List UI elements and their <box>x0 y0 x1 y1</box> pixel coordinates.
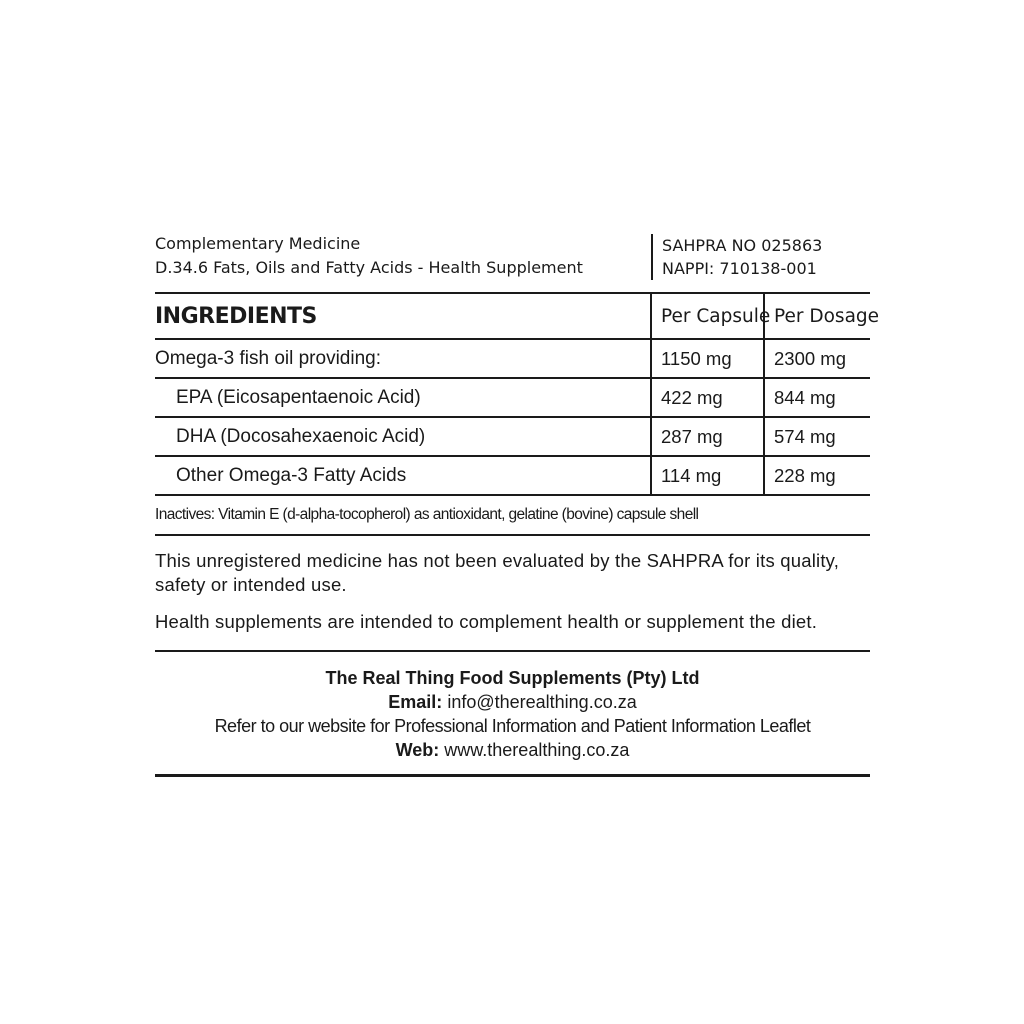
classification <box>155 230 651 292</box>
per-capsule-value: 1150 mg <box>651 339 764 378</box>
ingredients-header-row <box>155 293 870 339</box>
category-text: Complementary Medicine <box>155 234 361 253</box>
company-footer <box>155 650 870 777</box>
sahpra-number: SAHPRA NO 025863 <box>662 236 823 255</box>
per-dosage-value: 844 mg <box>764 378 870 417</box>
company-name: The Real Thing Food Supplements (Pty) Ltd <box>325 668 700 688</box>
table-row <box>155 456 870 495</box>
website-link[interactable]: www.therealthing.co.za <box>444 740 630 760</box>
ingredient-name: EPA (Eicosapentaenoic Acid) <box>155 378 651 417</box>
nappi-code: NAPPI: 710138-001 <box>662 259 817 278</box>
supplement-label <box>155 230 880 777</box>
ingredient-name: Other Omega-3 Fatty Acids <box>155 456 651 495</box>
registration-numbers <box>651 234 822 280</box>
ingredient-name: DHA (Docosahexaenoic Acid) <box>155 417 651 456</box>
per-dosage-value: 574 mg <box>764 417 870 456</box>
supplement-disclaimer: Health supplements are intended to complement health or supplement the diet. <box>155 611 818 632</box>
per-dosage-header: Per Dosage <box>764 293 870 339</box>
per-capsule-header: Per Capsule <box>651 293 764 339</box>
refer-text: Refer to our website for Professional Information and Patient Information Leaflet <box>214 716 811 736</box>
per-capsule-value: 422 mg <box>651 378 764 417</box>
table-row <box>155 378 870 417</box>
per-dosage-value: 228 mg <box>764 456 870 495</box>
email-line <box>155 690 870 714</box>
table-row <box>155 417 870 456</box>
subcategory-text: D.34.6 Fats, Oils and Fatty Acids - Health Supplement <box>155 258 583 277</box>
web-line <box>155 738 870 762</box>
label-header <box>155 230 870 292</box>
ingredients-title: INGREDIENTS <box>155 293 651 339</box>
email-address[interactable]: info@therealthing.co.za <box>447 692 637 712</box>
ingredients-table <box>155 292 880 496</box>
table-row <box>155 339 870 378</box>
sahpra-disclaimer: This unregistered medicine has not been evaluated by the SAHPRA for its quality, safety or intended use. <box>155 550 840 595</box>
web-label: Web: <box>395 740 440 760</box>
per-capsule-value: 287 mg <box>651 417 764 456</box>
inactives-text: Inactives: Vitamin E (d-alpha-tocopherol) as antioxidant, gelatine (bovine) capsule shell <box>155 496 870 536</box>
email-label: Email: <box>388 692 443 712</box>
ingredient-name: Omega-3 fish oil providing: <box>155 339 651 378</box>
per-capsule-value: 114 mg <box>651 456 764 495</box>
per-dosage-value: 2300 mg <box>764 339 870 378</box>
